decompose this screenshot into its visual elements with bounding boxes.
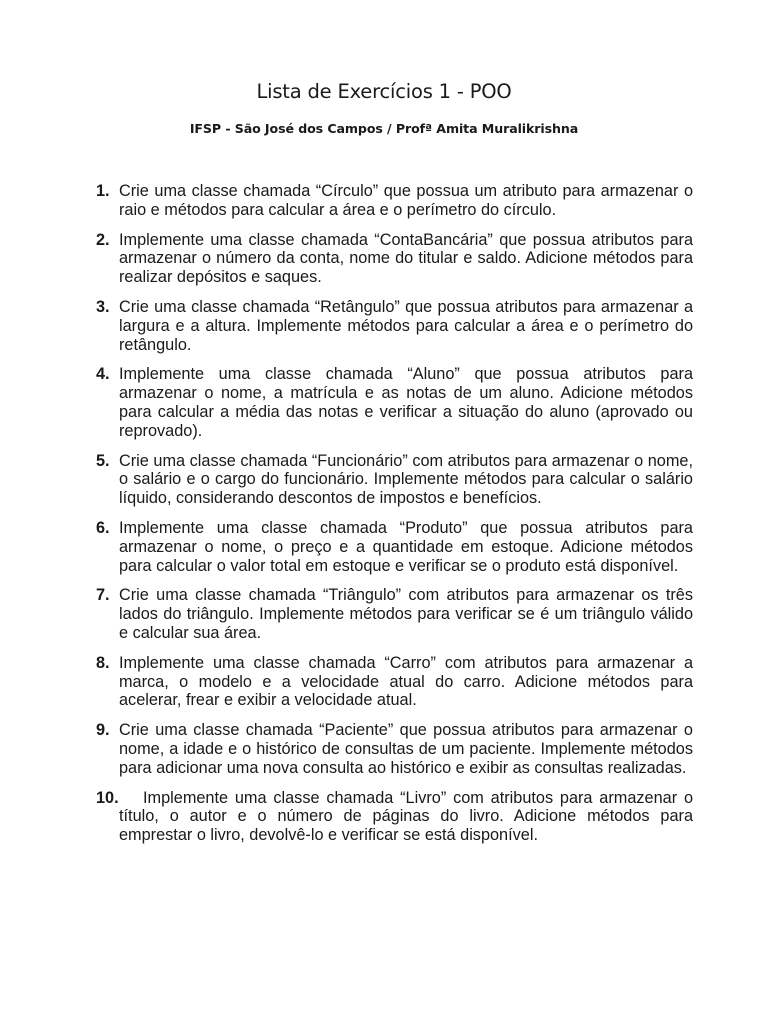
- exercise-text: Crie uma classe chamada “Triângulo” com atributos para armazenar os três lados do triângulo. Implemente métodos para verificar se é um triângulo válido e calcular sua área.: [119, 586, 693, 642]
- exercise-text: Implemente uma classe chamada “Carro” com atributos para armazenar a marca, o modelo e a velocidade atual do carro. Adicione métodos para acelerar, frear e exibir a velocidade atual.: [119, 653, 693, 710]
- exercise-item: [96, 231, 693, 287]
- exercise-item: [96, 519, 693, 575]
- exercise-number: 9.: [96, 721, 110, 740]
- exercise-text: Crie uma classe chamada “Retângulo” que possua atributos para armazenar a largura e a altura. Implemente métodos para calcular a área e o perímetro do retângulo.: [119, 297, 693, 354]
- exercise-item: [96, 654, 693, 710]
- exercise-number: 1.: [96, 182, 110, 200]
- exercise-text: Crie uma classe chamada “Paciente” que possua atributos para armazenar o nome, a idade e o histórico de consultas de um paciente. Implemente métodos para adicionar uma nova consulta ao histórico e exibir as consultas realizadas.: [119, 721, 693, 777]
- exercise-item: [96, 789, 693, 845]
- document-subtitle: IFSP - São José dos Campos / Profª Amita Muralikrishna: [189, 121, 579, 136]
- exercise-number: 6.: [96, 518, 110, 537]
- document-title: Lista de Exercícios 1 - POO: [256, 80, 512, 103]
- exercise-list: [96, 182, 693, 856]
- exercise-item: [96, 182, 693, 220]
- exercise-number: 10.: [96, 788, 119, 807]
- exercise-number: 7.: [96, 586, 110, 605]
- exercise-item: [96, 365, 693, 440]
- exercise-number: 5.: [96, 451, 110, 470]
- exercise-text: Crie uma classe chamada “Círculo” que possua um atributo para armazenar o raio e métodos para calcular a área e o perímetro do círculo.: [119, 182, 693, 219]
- exercise-text: Implemente uma classe chamada “Aluno” que possua atributos para armazenar o nome, a matrícula e as notas de um aluno. Adicione métodos para calcular a média das notas e verificar a situação do aluno (aprovado ou reprovado).: [119, 365, 693, 440]
- exercise-text: Implemente uma classe chamada “ContaBancária” que possua atributos para armazenar o número da conta, nome do titular e saldo. Adicione métodos para realizar depósitos e saques.: [119, 230, 693, 287]
- exercise-text: Implemente uma classe chamada “Livro” com atributos para armazenar o título, o autor e o número de páginas do livro. Adicione métodos para emprestar o livro, devolvê-lo e verificar se está disponível.: [119, 788, 693, 845]
- exercise-item: [96, 298, 693, 354]
- exercise-number: 3.: [96, 297, 110, 316]
- exercise-text: Crie uma classe chamada “Funcionário” com atributos para armazenar o nome, o salário e o cargo do funcionário. Implemente métodos para calcular o salário líquido, considerando descontos de impostos e benefícios.: [119, 451, 693, 508]
- exercise-number: 8.: [96, 653, 110, 672]
- exercise-item: [96, 452, 693, 508]
- exercise-text: Implemente uma classe chamada “Produto” que possua atributos para armazenar o nome, o preço e a quantidade em estoque. Adicione métodos para calcular o valor total em estoque e verificar se o produto está disponível.: [119, 518, 693, 575]
- exercise-item: [96, 586, 693, 642]
- exercise-item: [96, 721, 693, 777]
- exercise-number: 4.: [96, 365, 110, 384]
- exercise-number: 2.: [96, 230, 110, 249]
